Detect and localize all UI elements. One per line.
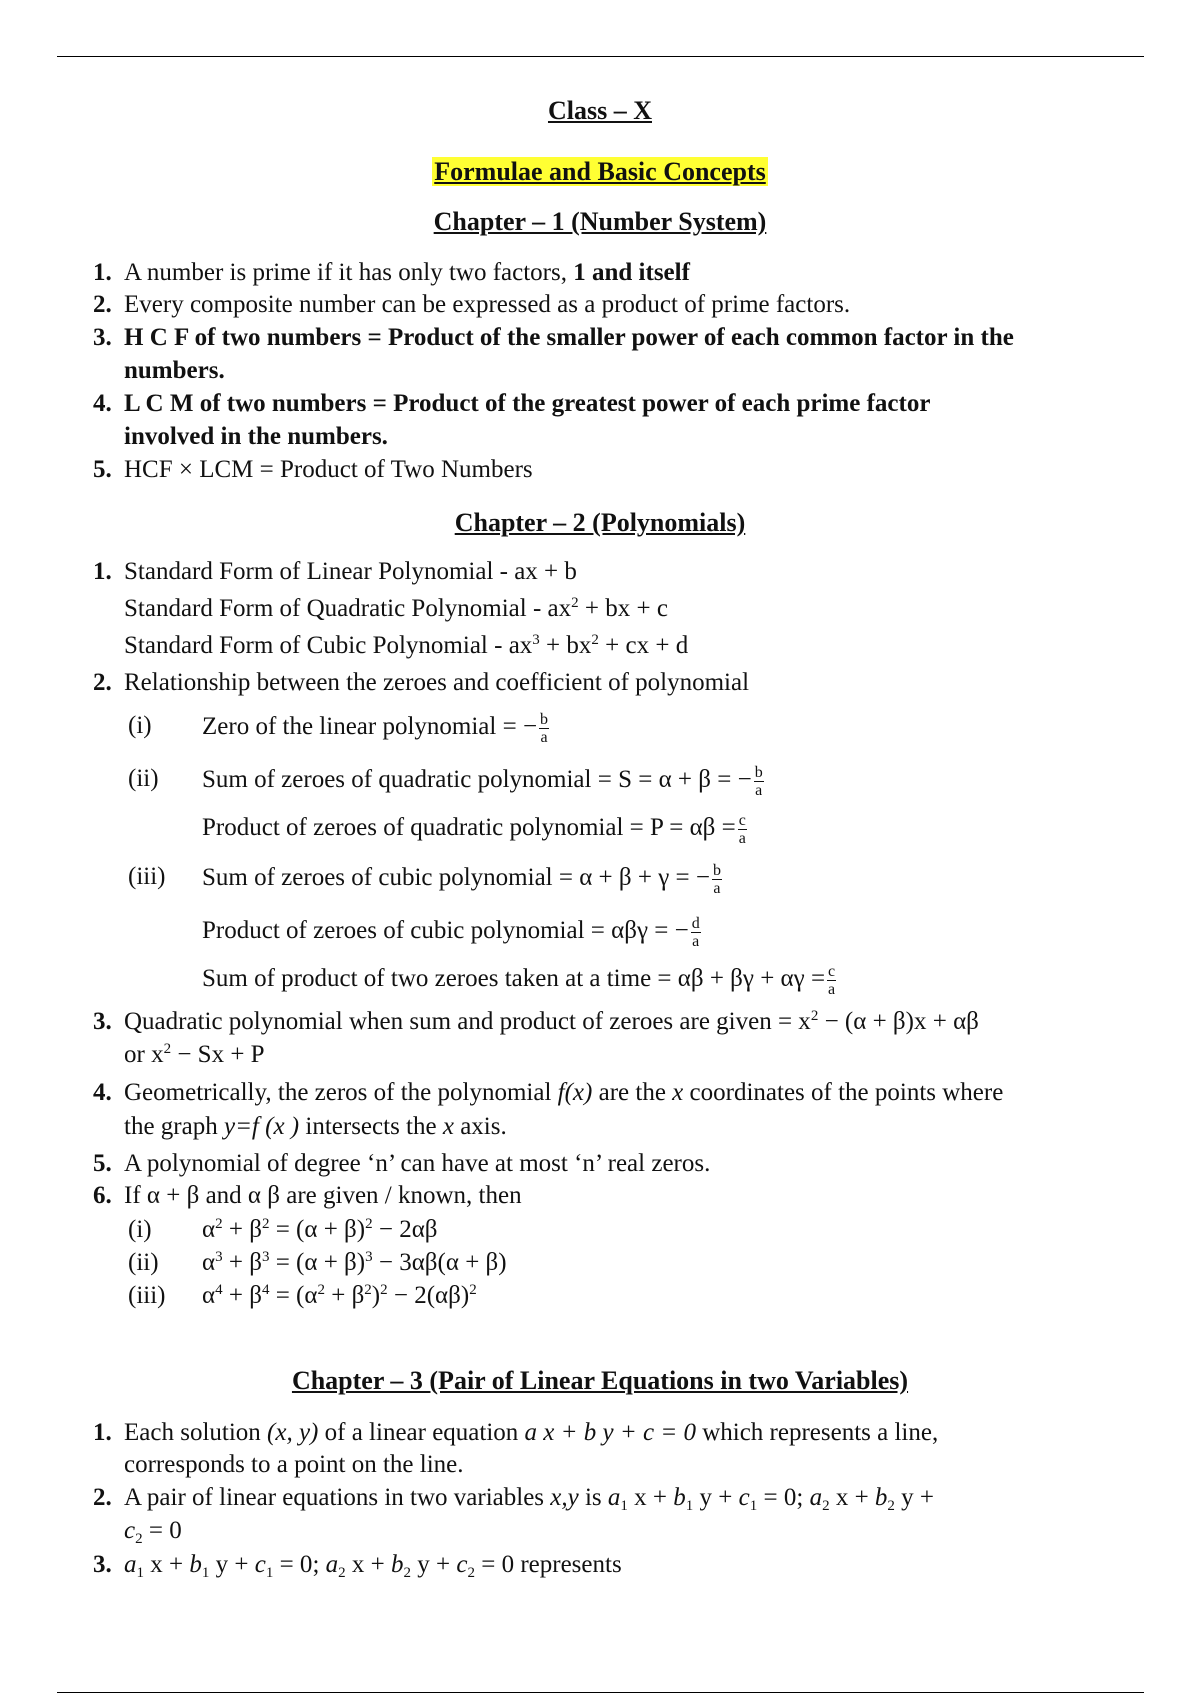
- quadratic-from-zeroes: Quadratic polynomial when sum and product of zeroes are given = $x^2 - (\alpha + \beta)x + \alpha\beta$: [124, 1008, 979, 1035]
- list-item: H C F of two numbers = Product of the smaller power of each common factor in the: [124, 324, 1014, 351]
- quadratic-product-formula: Product of zeroes of quadratic polynomial = P = αβ = $\frac{c}{a}$: [202, 812, 746, 847]
- linear-standard-form: Standard Form of Linear Polynomial - ax + b: [124, 558, 577, 585]
- roman-numeral: (iii): [128, 863, 166, 890]
- roman-numeral: (i): [128, 1216, 152, 1243]
- list-number: 1.: [93, 1419, 112, 1446]
- list-number: 1.: [93, 558, 112, 585]
- list-number: 3.: [93, 1551, 112, 1578]
- cubic-product-formula: Product of zeroes of cubic polynomial = αβγ = − $\frac{d}{a}$: [202, 915, 700, 950]
- chapter-2-title: Chapter – 2 (Polynomials): [454, 508, 746, 537]
- list-item-continuation: involved in the numbers.: [124, 423, 388, 450]
- class-title: Class – X: [547, 96, 652, 125]
- roman-numeral: (iii): [128, 1282, 166, 1309]
- list-item: If α + β and α β are given / known, then: [124, 1182, 522, 1209]
- identity-cube: $\alpha^3 + \beta^3 = (\alpha + \beta)^3 - 3\alpha\beta(\alpha + \beta)$: [202, 1249, 507, 1276]
- fraction: $\frac{b}{a}$: [712, 862, 721, 897]
- list-item: A polynomial of degree ‘n’ can have at most ‘n’ real zeros.: [124, 1150, 711, 1177]
- list-item: HCF × LCM = Product of Two Numbers: [124, 456, 533, 483]
- chapter-1-title: Chapter – 1 (Number System): [433, 207, 767, 236]
- fraction: $\frac{c}{a}$: [828, 963, 836, 998]
- list-item: A pair of linear equations in two variables x,y is $a_1$ $x + b_1$ $y + c_1 = 0$; $a_2$ $x + b_2$ y +: [124, 1484, 935, 1514]
- fraction: $\frac{b}{a}$: [754, 764, 763, 799]
- roman-numeral: (ii): [128, 765, 159, 792]
- list-item: L C M of two numbers = Product of the greatest power of each prime factor: [124, 390, 931, 417]
- list-number: 3.: [93, 1008, 112, 1035]
- fraction: $\frac{d}{a}$: [691, 915, 700, 950]
- list-number: 5.: [93, 1150, 112, 1177]
- list-number: 6.: [93, 1182, 112, 1209]
- roman-numeral: (i): [128, 712, 152, 739]
- list-number: 2.: [93, 291, 112, 318]
- chapter-3-title: Chapter – 3 (Pair of Linear Equations in two Variables): [291, 1366, 909, 1395]
- list-item: A number is prime if it has only two factors, 1 and itself: [124, 259, 690, 286]
- list-item-continuation: numbers.: [124, 357, 225, 384]
- page-subtitle: Formulae and Basic Concepts: [434, 157, 766, 186]
- list-item: $a_1$ $x + b_1$ $y + c_1 = 0$; $a_2$ $x + b_2$ $y + c_2 = 0$ represents: [124, 1551, 622, 1581]
- list-number: 5.: [93, 456, 112, 483]
- list-item-continuation: corresponds to a point on the line.: [124, 1451, 464, 1478]
- identity-fourth-power: $\alpha^4 + \beta^4 = (\alpha^2 + \beta^2)^2 - 2(\alpha\beta)^2$: [202, 1282, 477, 1309]
- bottom-rule: [57, 1692, 1144, 1693]
- fraction: $\frac{b}{a}$: [540, 711, 549, 746]
- linear-zero-formula: Zero of the linear polynomial = − $\frac{b}{a}$: [202, 711, 549, 746]
- list-number: 2.: [93, 669, 112, 696]
- cubic-standard-form: Standard Form of Cubic Polynomial - $ax^3 + bx^2$ + cx + d: [124, 632, 689, 659]
- quadratic-standard-form: Standard Form of Quadratic Polynomial - $ax^2$ + bx + c: [124, 595, 668, 622]
- list-item-continuation: $c_2 = 0$: [124, 1517, 182, 1547]
- list-number: 4.: [93, 390, 112, 417]
- quadratic-from-zeroes-alt: or $x^2 - Sx + P$: [124, 1041, 265, 1068]
- list-item: Relationship between the zeroes and coefficient of polynomial: [124, 669, 750, 696]
- list-item: Every composite number can be expressed as a product of prime factors.: [124, 291, 851, 318]
- quadratic-sum-formula: Sum of zeroes of quadratic polynomial = S = α + β = − $\frac{b}{a}$: [202, 764, 763, 799]
- list-number: 3.: [93, 324, 112, 351]
- list-item: Geometrically, the zeros of the polynomial f(x) are the x coordinates of the points where: [124, 1079, 1004, 1106]
- cubic-pair-formula: Sum of product of two zeroes taken at a time = αβ + βγ + αγ = $\frac{c}{a}$: [202, 963, 836, 998]
- list-number: 1.: [93, 259, 112, 286]
- fraction: $\frac{c}{a}$: [738, 812, 746, 847]
- list-number: 4.: [93, 1079, 112, 1106]
- list-item-continuation: the graph y=f (x ) intersects the x axis.: [124, 1113, 507, 1140]
- top-rule: [57, 56, 1144, 57]
- identity-square: $\alpha^2 + \beta^2 = (\alpha + \beta)^2 - 2\alpha\beta$: [202, 1216, 438, 1243]
- list-item: Each solution (x, y) of a linear equation a x + b y + c = 0 which represents a line,: [124, 1419, 939, 1446]
- list-number: 2.: [93, 1484, 112, 1511]
- roman-numeral: (ii): [128, 1249, 159, 1276]
- cubic-sum-formula: Sum of zeroes of cubic polynomial = α + β + γ = − $\frac{b}{a}$: [202, 862, 721, 897]
